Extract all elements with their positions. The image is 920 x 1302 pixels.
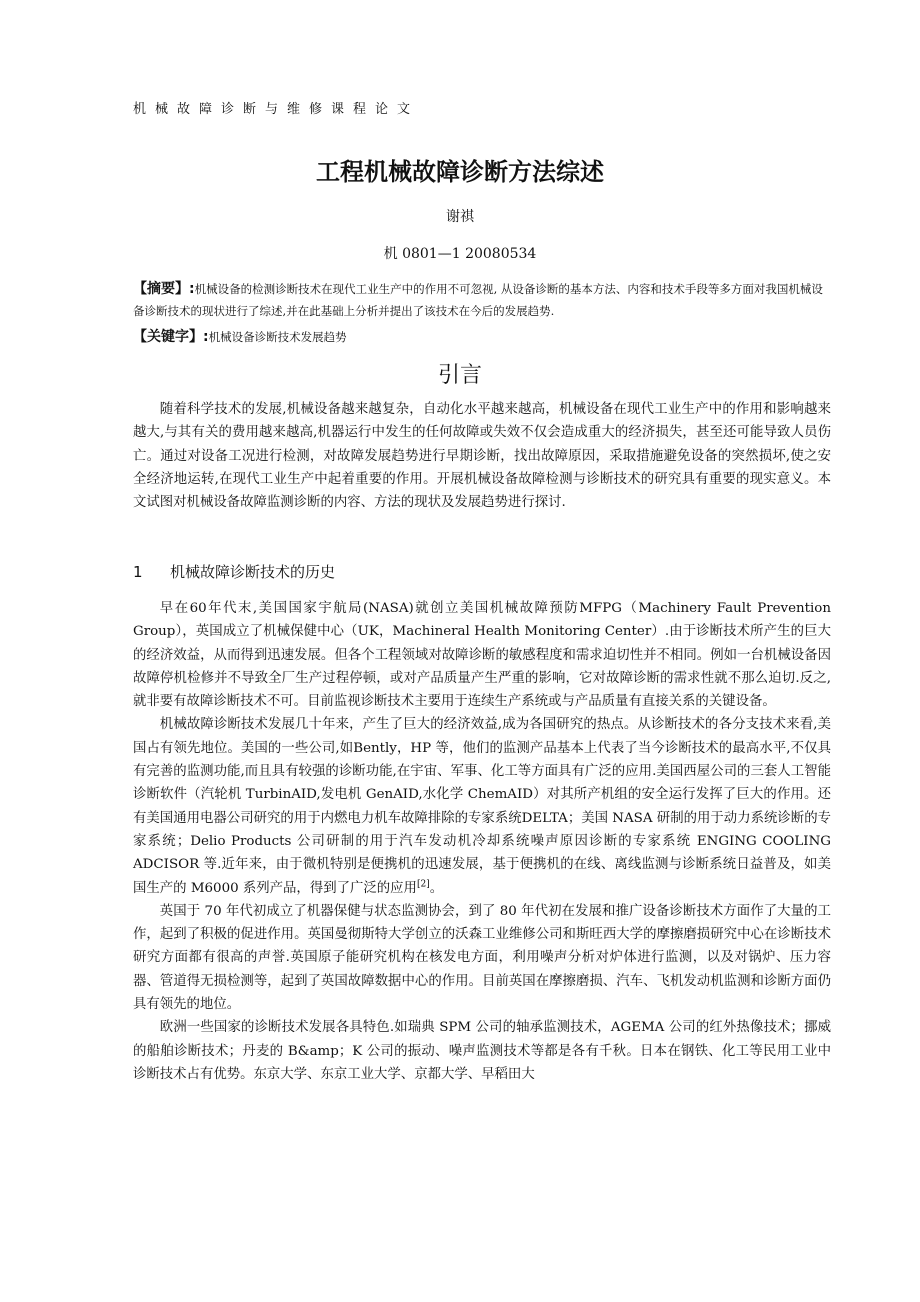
section-paragraph: 欧洲一些国家的诊断技术发展各具特色.如瑞典 SPM 公司的轴承监测技术，AGEMA 公司的红外热像技术；挪威的船舶诊断技术；丹麦的 B&amp；K 公司的振动、噪声监测技术等都是各有千秋。日本在钢铁、化工等民用工业中诊断技术占有优势。东京大学、东京工业大学、京都大学、早稻田大 [133, 1020, 831, 1082]
abstract-label: 【摘要】: [133, 281, 195, 297]
section-1-heading [133, 561, 335, 582]
class-student-id: 机 0801—1 20080534 [383, 246, 537, 262]
intro-body [133, 398, 831, 514]
keywords [133, 326, 347, 348]
section-number: 1 [133, 563, 143, 581]
section-paragraph: 英国于 70 年代初成立了机器保健与状态监测协会，到了 80 年代初在发展和推广设备诊断技术方面作了大量的工作，起到了积极的促进作用。英国曼彻斯特大学创立的沃森工业维修公司和斯旺西大学的摩擦磨损研究中心在诊断技术研究方面都有很高的声誉.英国原子能研究机构在核发电方面，利用噪声分析对炉体进行监测，以及对锅炉、压力容器、管道得无损检测等，起到了英国故障数据中心的作用。目前英国在摩擦磨损、汽车、飞机发动机监测和诊断方面仍具有领先的地位。 [133, 903, 831, 1013]
keywords-label: 【关键字】: [133, 329, 209, 345]
paper-title: 工程机械故障诊断方法综述 [316, 158, 604, 186]
abstract [133, 278, 833, 322]
author-name: 谢祺 [446, 209, 474, 225]
running-header: 机械故障诊断与维修课程论文 [133, 102, 420, 117]
section-paragraph: 早在60年代末,美国国家宇航局(NASA)就创立美国机械故障预防MFPG（Machinery Fault Prevention Group），英国成立了机械保健中心（UK，Machineral Health Monitoring Center）.由于诊断技术所产生的巨大的经济效益，从而得到迅速发展。但各个工程领域对故障诊断的敏感程度和需求迫切性并不相同。例如一台机械设备因故障停机检修并不导致全厂生产过程停顿，或对产品质量产生严重的影响，它对故障诊断的需求性就不那么迫切.反之,就非要有故障诊断技术不可。目前监视诊断技术主要用于连续生产系统或与产品质量有直接关系的关键设备。 [133, 601, 831, 710]
citation-marker: [2] [416, 879, 430, 890]
abstract-text: 机械设备的检测诊断技术在现代工业生产中的作用不可忽视, 从设备诊断的基本方法、内容和技术手段等多方面对我国机械设备诊断技术的现状进行了综述,并在此基础上分析并提出了该技术在今后的发展趋势. [133, 282, 823, 318]
intro-paragraph: 随着科学技术的发展,机械设备越来越复杂，自动化水平越来越高，机械设备在现代工业生产中的作用和影响越来越大,与其有关的费用越来越高,机器运行中发生的任何故障或失效不仅会造成重大的经济损失，甚至还可能导致人员伤亡。通过对设备工况进行检测，对故障发展趋势进行早期诊断，找出故障原因，采取措施避免设备的突然损坏,使之安全经济地运转,在现代工业生产中起着重要的作用。开展机械设备故障检测与诊断技术的研究具有重要的现实意义。本文试图对机械设备故障监测诊断的内容、方法的现状及发展趋势进行探讨. [133, 402, 831, 511]
section-paragraph [133, 713, 831, 899]
keywords-text: 机械设备诊断技术发展趋势 [208, 330, 347, 344]
intro-heading: 引言 [437, 363, 482, 388]
paragraph-end: 。 [429, 880, 444, 896]
section-1-body [133, 597, 831, 1086]
paragraph-text: 机械故障诊断技术发展几十年来，产生了巨大的经济效益,成为各国研究的热点。从诊断技术的各分支技术来看,美国占有领先地位。美国的一些公司,如Bently，HP 等，他们的监测产品基本上代表了当今诊断技术的最高水平,不仅具有完善的监测功能,而且具有较强的诊断功能,在宇宙、军事、化工等方面具有广泛的应用.美国西屋公司的三套人工智能诊断软件（汽轮机 TurbinAID,发电机 GenAID,水化学 ChemAID）对其所产机组的安全运行发挥了巨大的作用。还有美国通用电器公司研究的用于内燃电力机车故障排除的专家系统DELTA；美国 NASA 研制的用于动力系统诊断的专家系统；Delio Products 公司研制的用于汽车发动机冷却系统噪声原因诊断的专家系统 ENGING COOLING ADCISOR 等.近年来，由于微机特别是便携机的迅速发展，基于便携机的在线、离线监测与诊断系统日益普及，如美国生产的 M6000 系列产品，得到了广泛的应用 [133, 717, 831, 896]
section-title: 机械故障诊断技术的历史 [170, 563, 336, 581]
